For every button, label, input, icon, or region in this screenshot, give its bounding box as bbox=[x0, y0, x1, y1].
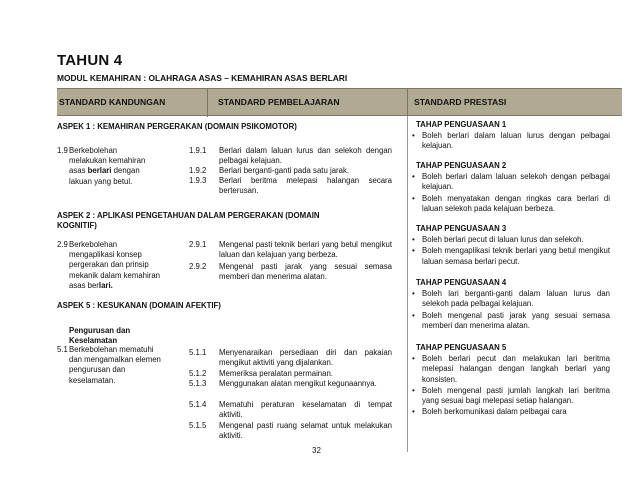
sp-item-5-1-2 bbox=[189, 369, 392, 379]
sp-number: 5.1.1 bbox=[189, 348, 207, 357]
sp-number: 1.9.1 bbox=[189, 146, 207, 155]
sk-text: Berkebolehan melakukan kemahiran asas berlari dengan lakuan yang betul. bbox=[69, 146, 146, 186]
sk-text: Berkebolehan mengaplikasi konsep pergerakan dan prinsip mekanik dalam kemahiran asas berlari. bbox=[69, 240, 161, 290]
header-standard-kandungan: STANDARD KANDUNGAN bbox=[59, 97, 166, 107]
sp-number: 5.1.3 bbox=[189, 379, 207, 388]
sp-text: Berlari beritma melepasi halangan secara berterusan. bbox=[219, 176, 392, 196]
sp-item-5-1-4 bbox=[189, 400, 392, 420]
stage-bullet: • Boleh mengenal pasti jarak yang sesuai semasa memberi dan menerima alatan. bbox=[412, 310, 610, 330]
sp-number: 1.9.3 bbox=[189, 176, 207, 185]
column-divider bbox=[407, 116, 408, 452]
sp-text: Menyenaraikan persediaan diri dan pakaian mengikut aktiviti yang dijalankan. bbox=[219, 348, 392, 368]
sp-text: Mengenal pasti jarak yang sesuai semasa memberi dan menerima alatan. bbox=[219, 262, 392, 282]
header-divider bbox=[407, 89, 408, 117]
sk-item-5-1 bbox=[57, 345, 189, 386]
stage-bullet: • Boleh menyatakan dengan ringkas cara berlari di laluan selekoh pada kelajuan berbeza. bbox=[412, 193, 610, 213]
sp-item-2-9-1 bbox=[189, 240, 392, 260]
sp-text: Mengenal pasti ruang selamat untuk melakukan aktiviti. bbox=[219, 421, 392, 441]
sk-number: 1.9 bbox=[57, 146, 68, 155]
sp-item-5-1-3 bbox=[189, 379, 392, 389]
tahap-penguasaan-1 bbox=[412, 120, 612, 152]
sk-number: 2.9 bbox=[57, 240, 68, 249]
stage-title: TAHAP PENGUASAAN 3 bbox=[416, 224, 507, 233]
sp-item-1-9-2 bbox=[189, 166, 392, 176]
sk-item-2-9 bbox=[57, 240, 189, 291]
sp-number: 2.9.2 bbox=[189, 262, 207, 271]
table-header bbox=[57, 88, 622, 116]
sp-number: 1.9.2 bbox=[189, 166, 207, 175]
stage-bullet: • Boleh mengaplikasi teknik berlari yang betul mengikut laluan semasa berlari pecut. bbox=[412, 246, 610, 266]
stage-bullet: • Boleh berlari pecut dan melakukan lari beritma melepasi halangan dengan langkah berlari yang konsisten. bbox=[412, 354, 610, 384]
stage-title: TAHAP PENGUASAAN 2 bbox=[416, 161, 507, 170]
sp-item-2-9-2 bbox=[189, 262, 392, 282]
tahap-penguasaan-3 bbox=[412, 224, 612, 267]
aspect-2-heading: ASPEK 2 : APLIKASI PENGETAHUAN DALAM PERGERAKAN (DOMAIN KOGNITIF) bbox=[57, 211, 320, 231]
header-divider bbox=[207, 89, 208, 117]
header-standard-prestasi: STANDARD PRESTASI bbox=[414, 97, 507, 107]
sp-item-1-9-1 bbox=[189, 146, 392, 166]
sp-text: Mematuhi peraturan keselamatan di tempat aktiviti. bbox=[219, 400, 392, 420]
aspect-1-heading: ASPEK 1 : KEMAHIRAN PERGERAKAN (DOMAIN PSIKOMOTOR) bbox=[57, 122, 297, 131]
header-standard-pembelajaran: STANDARD PEMBELAJARAN bbox=[218, 97, 340, 107]
sp-number: 2.9.1 bbox=[189, 240, 207, 249]
tahap-penguasaan-2 bbox=[412, 161, 612, 214]
tahap-penguasaan-4 bbox=[412, 278, 612, 331]
sp-item-1-9-3 bbox=[189, 176, 392, 196]
stage-title: TAHAP PENGUASAAN 5 bbox=[416, 343, 507, 352]
stage-bullet: • Boleh lari berganti-ganti dalam laluan lurus dan selekoh pada pelbagai kelajuan. bbox=[412, 289, 610, 309]
sk-item-1-9 bbox=[57, 146, 189, 187]
sp-text: Berlari berganti-ganti pada satu jarak. bbox=[219, 166, 350, 175]
sp-item-5-1-5 bbox=[189, 421, 392, 441]
sp-text: Memeriksa peralatan permainan. bbox=[219, 369, 333, 378]
aspect-5-heading: ASPEK 5 : KESUKANAN (DOMAIN AFEKTIF) bbox=[57, 301, 221, 310]
sp-item-5-1-1 bbox=[189, 348, 392, 368]
stage-bullet: • Boleh berlari pecut di laluan lurus dan selekoh. bbox=[412, 235, 584, 245]
sp-text: Berlari dalam laluan lurus dan selekoh dengan pelbagai kelajuan. bbox=[219, 146, 392, 166]
module-subtitle: MODUL KEMAHIRAN : OLAHRAGA ASAS – KEMAHIRAN ASAS BERLARI bbox=[57, 73, 348, 83]
stage-bullet: • Boleh berlari dalam laluan lurus dengan pelbagai kelajuan. bbox=[412, 131, 610, 151]
sk-number: 5.1 bbox=[57, 345, 68, 354]
sk-subheading: Pengurusan dan Keselamatan bbox=[69, 326, 131, 346]
stage-title: TAHAP PENGUASAAN 1 bbox=[416, 120, 507, 129]
sk-text: Berkebolehan mematuhi dan mengamalkan elemen pengurusan dan keselamatan. bbox=[69, 345, 161, 385]
sp-text: Mengenal pasti teknik berlari yang betul mengikut laluan dan kelajuan yang berbeza. bbox=[219, 240, 392, 260]
sp-number: 5.1.5 bbox=[189, 421, 207, 430]
page-title: TAHUN 4 bbox=[57, 52, 123, 69]
stage-title: TAHAP PENGUASAAN 4 bbox=[416, 278, 507, 287]
stage-bullet: • Boleh berkomunikasi dalam pelbagai cara bbox=[412, 407, 567, 417]
stage-bullet: • Boleh berlari dalam laluan selekoh dengan pelbagai kelajuan. bbox=[412, 172, 610, 192]
sp-text: Menggunakan alatan mengikut kegunaannya. bbox=[219, 379, 377, 388]
sp-number: 5.1.4 bbox=[189, 400, 207, 409]
stage-bullet: • Boleh mengenal pasti jumlah langkah lari beritma yang sesuai bagi melepasi setiap halangan. bbox=[412, 385, 610, 406]
page-number: 32 bbox=[312, 446, 321, 455]
sp-number: 5.1.2 bbox=[189, 369, 207, 378]
tahap-penguasaan-5 bbox=[412, 343, 612, 417]
